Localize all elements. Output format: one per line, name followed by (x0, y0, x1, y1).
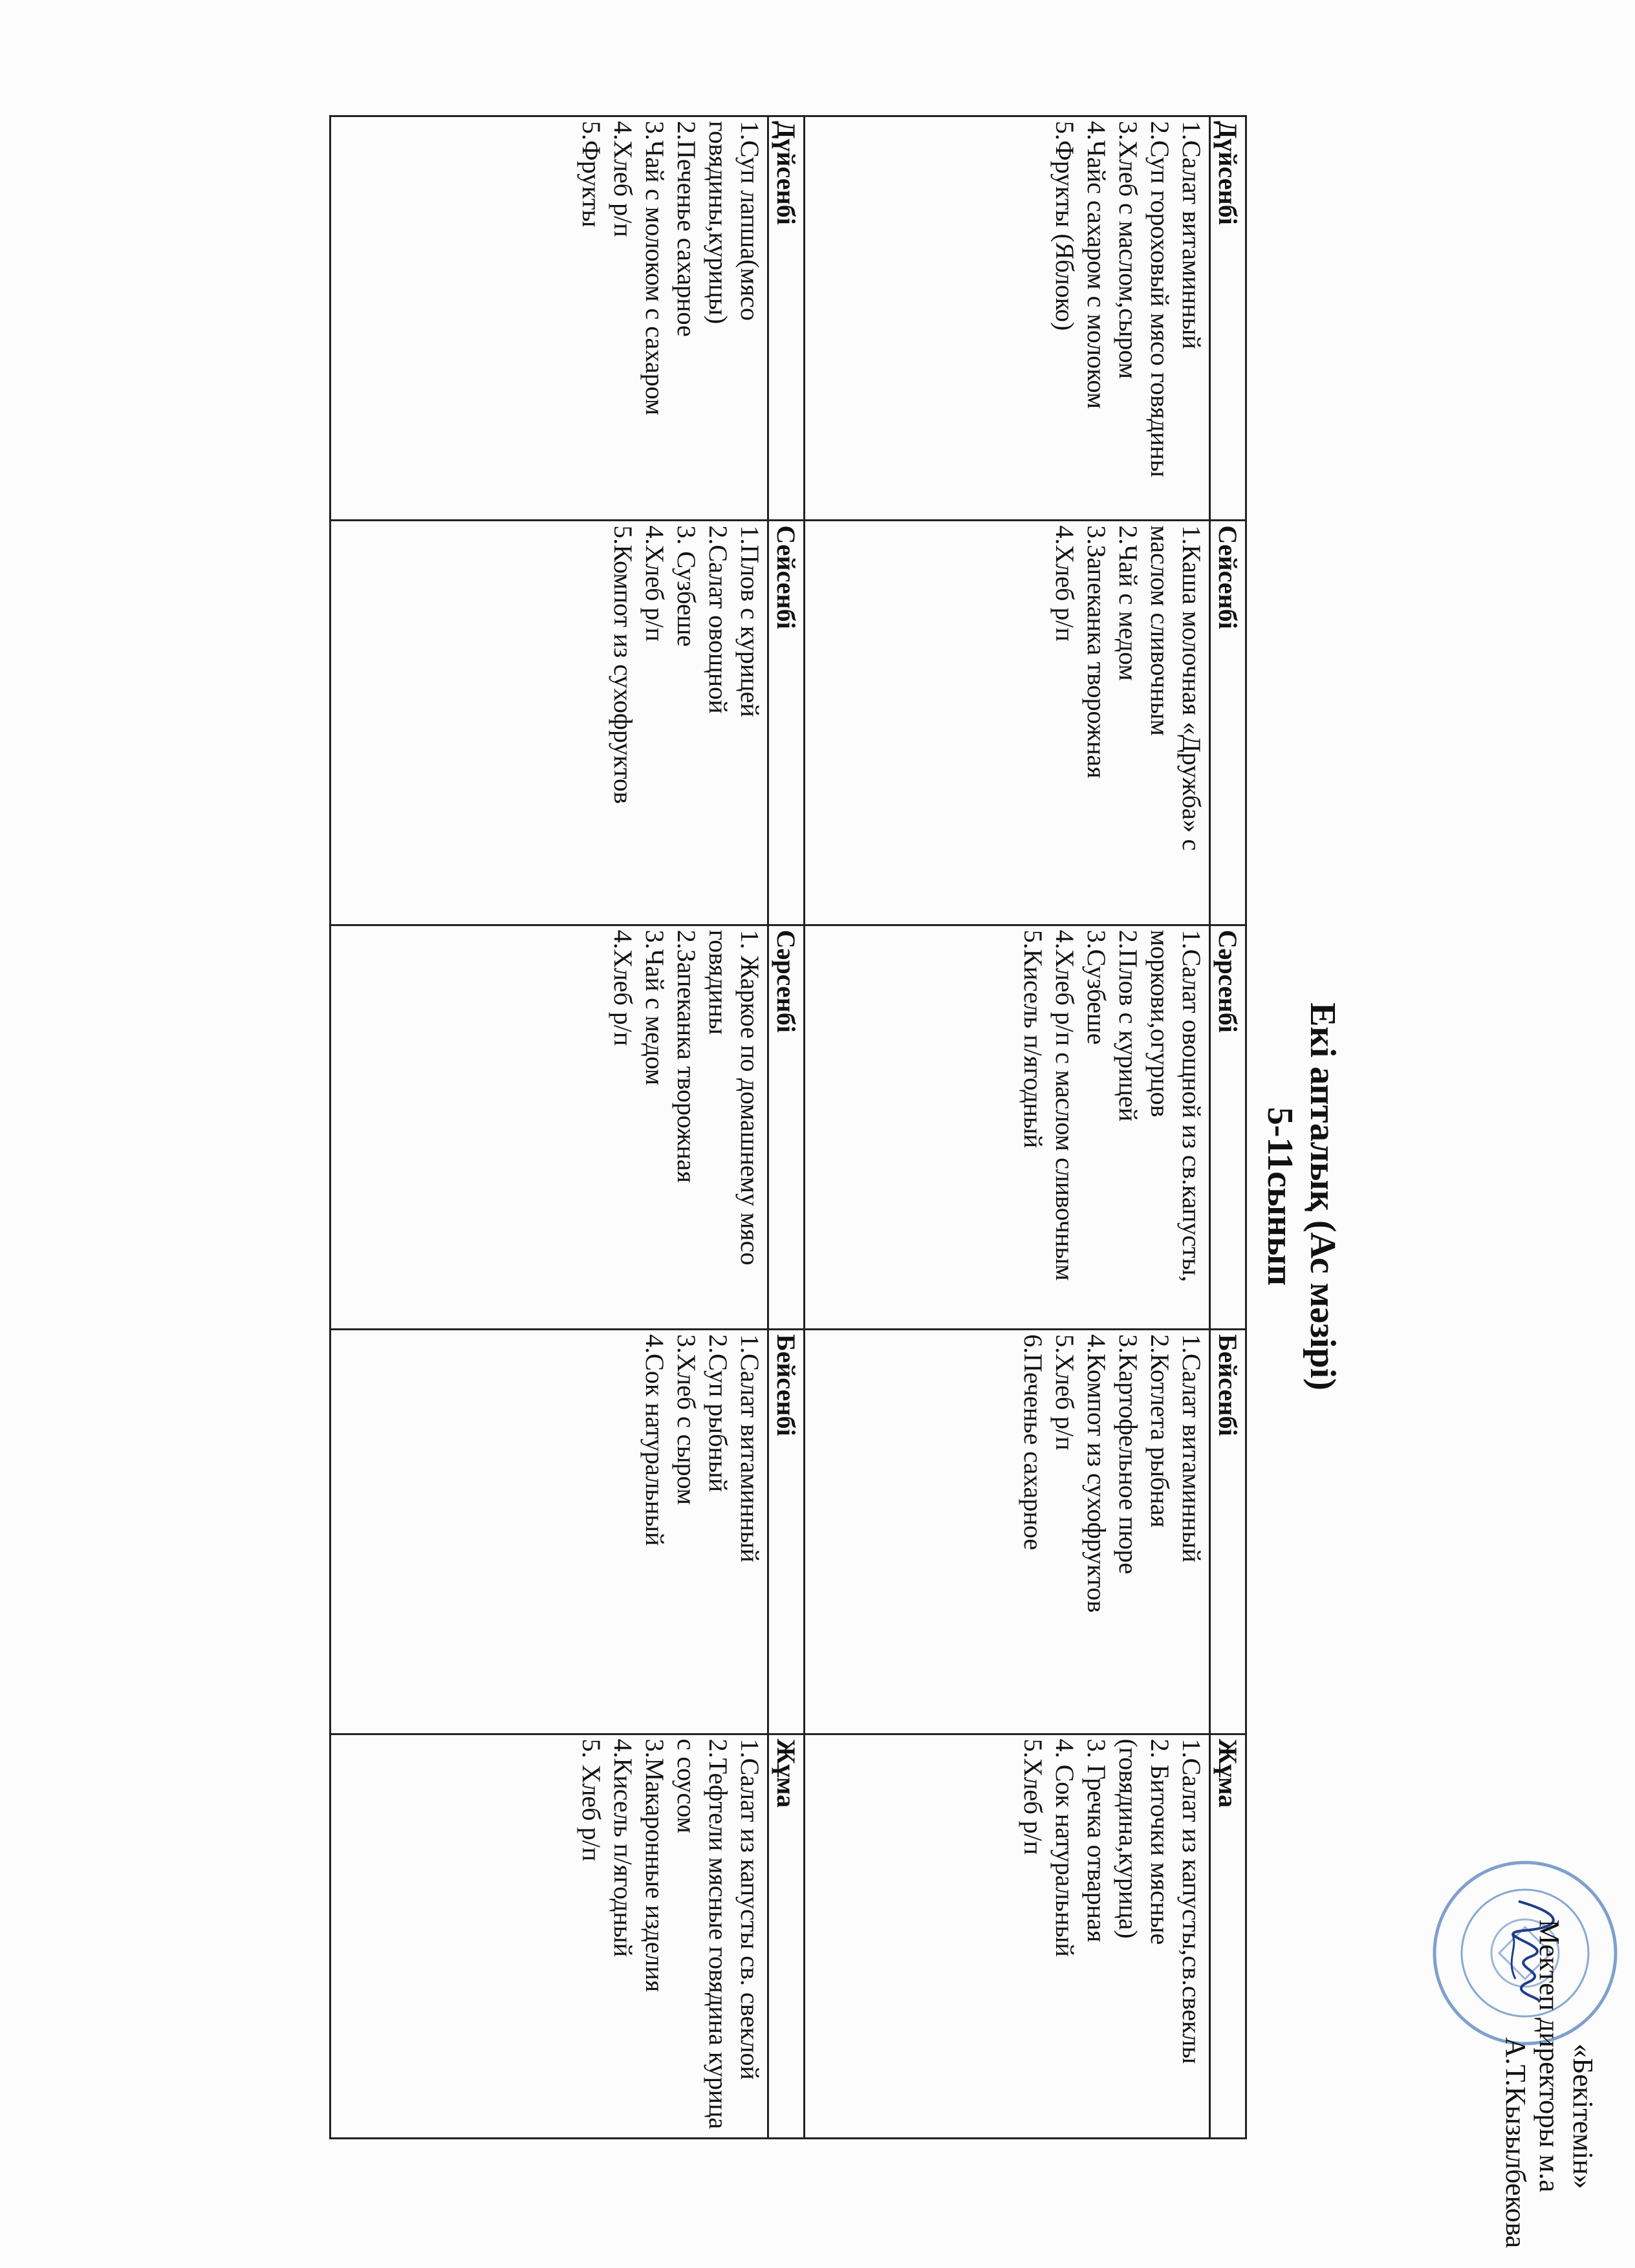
menu-item: 1.Салат овощной из св.капусты, моркови,огурцов (1145, 929, 1206, 1282)
menu-item: 4.Хлеб р/п (1050, 525, 1079, 642)
menu-item: 3.Картофельное пюре (1114, 1334, 1143, 1575)
menu-item: 5.Хлеб р/п (1019, 1738, 1048, 1855)
menu-item: 2.Котлета рыбная (1145, 1334, 1175, 1528)
approval-block (1499, 1811, 1599, 2249)
menu-item: 5.Фрукты (Яблоко) (1050, 121, 1079, 331)
menu-item: 1.Каша молочная «Дружба» с маслом сливочным (1145, 525, 1206, 851)
day-header: Сәрсенбі (768, 925, 805, 1329)
menu-item: 4.Сок натуральный (640, 1334, 669, 1546)
menu-item: 2.Чай с медом (1114, 525, 1143, 681)
menu-item: 2.Суп рыбный (704, 1334, 733, 1493)
week2-menu-row (330, 116, 768, 2139)
approval-heading: «Бекітемін» (1567, 2044, 1599, 2189)
menu-item: 3.Хлеб с сыром (672, 1334, 701, 1506)
menu-item: 1.Суп лапша(мясо говядины,курицы) (704, 121, 764, 325)
menu-item: 4.Хлеб р/п (609, 929, 638, 1046)
day-header: Сәрсенбі (1210, 925, 1246, 1329)
menu-item: 2. Биточки мясные (говядина,курица) (1114, 1738, 1175, 1945)
document-title (1259, 776, 1344, 1617)
week2-header-row (768, 116, 805, 2139)
day-menu-cell (805, 1330, 1210, 1734)
week1-menu-row (805, 116, 1210, 2139)
menu-item: 1.Салат витаминный (1177, 1334, 1206, 1562)
day-menu-cell (805, 116, 1210, 521)
day-header: Бейсенбі (1210, 1330, 1246, 1734)
menu-item: 3.Макаронные изделия (640, 1738, 669, 1993)
menu-item: 5.Компот из сухофруктов (609, 525, 638, 805)
menu-item: 1.Салат витаминный (735, 1334, 764, 1562)
menu-item: 3.Чай с медом (640, 929, 669, 1086)
menu-item: 4.Хлеб р/п (640, 525, 669, 642)
menu-item: 2.Салат овощной (704, 525, 733, 714)
day-menu-cell (330, 1330, 768, 1734)
menu-item: 5.Кисель п/ягодный (1019, 929, 1048, 1149)
menu-item: 1.Салат из капусты св. свеклой (735, 1738, 764, 2080)
menu-item: 5.Хлеб р/п (1050, 1334, 1079, 1451)
day-menu-cell (330, 1734, 768, 2138)
menu-item: 6.Печенье сахарное (1019, 1334, 1048, 1550)
approval-position: Мектеп директоры м.а (1533, 1919, 1565, 2193)
menu-item: 1.Салат витаминный (1177, 121, 1206, 349)
day-menu-cell (805, 1734, 1210, 2138)
menu-item: 5. Хлеб р/п (577, 1738, 606, 1862)
week1-header-row (1210, 116, 1246, 2139)
day-menu-cell (805, 925, 1210, 1329)
menu-item: 2.Тефтели мясные говядина курица с соусом (672, 1738, 733, 2130)
title-main: Екі апталық (Ас мәзірі) (1303, 1002, 1343, 1390)
day-menu-cell (330, 521, 768, 925)
approval-director-name: А.Т.Кызылбекова (1500, 2037, 1532, 2249)
title-grades: 5-11сынып (1260, 1107, 1300, 1286)
day-header: Жұма (768, 1734, 805, 2138)
menu-item: 3. Гречка отварная (1082, 1738, 1111, 1943)
menu-item: 3. Сузбеше (672, 525, 701, 647)
menu-item: 1.Плов с курицей (735, 525, 764, 717)
menu-table (329, 115, 1247, 2139)
day-menu-cell (330, 116, 768, 521)
menu-item: 3.Запеканка творожная (1082, 525, 1111, 779)
menu-item: 4.Хлеб р/п (609, 121, 638, 237)
day-menu-cell (805, 521, 1210, 925)
menu-item: 4.Хлеб р/п с маслом сливочным (1050, 929, 1079, 1281)
menu-item: 3.Чай с молоком с сахаром (640, 121, 669, 416)
menu-item: 1.Салат из капусты,св.свеклы (1177, 1738, 1206, 2064)
menu-item: 2.Печенье сахарное (672, 121, 701, 337)
day-header: Дүйсенбі (768, 116, 805, 521)
day-header: Бейсенбі (768, 1330, 805, 1734)
menu-item: 3.Хлеб с маслом,сыром (1114, 121, 1143, 379)
day-header: Дүйсенбі (1210, 116, 1246, 521)
day-header: Жұма (1210, 1734, 1246, 2138)
menu-item: 2.Запеканка творожная (672, 929, 701, 1183)
menu-item: 2.Суп гороховый мясо говядины (1145, 121, 1175, 477)
day-header: Сейсенбі (1210, 521, 1246, 925)
menu-item: 5.Фрукты (577, 121, 606, 228)
day-header: Сейсенбі (768, 521, 805, 925)
menu-item: 4. Сок натуральный (1050, 1738, 1079, 1957)
menu-item: 4.Чайс сахаром с молоком (1082, 121, 1111, 409)
day-menu-cell (330, 925, 768, 1329)
menu-item: 3.Сузбеше (1082, 929, 1111, 1045)
menu-item: 4.Кисель п/ягодный (609, 1738, 638, 1958)
menu-item: 1. Жаркое по домашнему мясо говядины (704, 929, 764, 1266)
menu-item: 2.Плов с курицей (1114, 929, 1143, 1122)
menu-item: 4.Компот из сухофруктов (1082, 1334, 1111, 1613)
